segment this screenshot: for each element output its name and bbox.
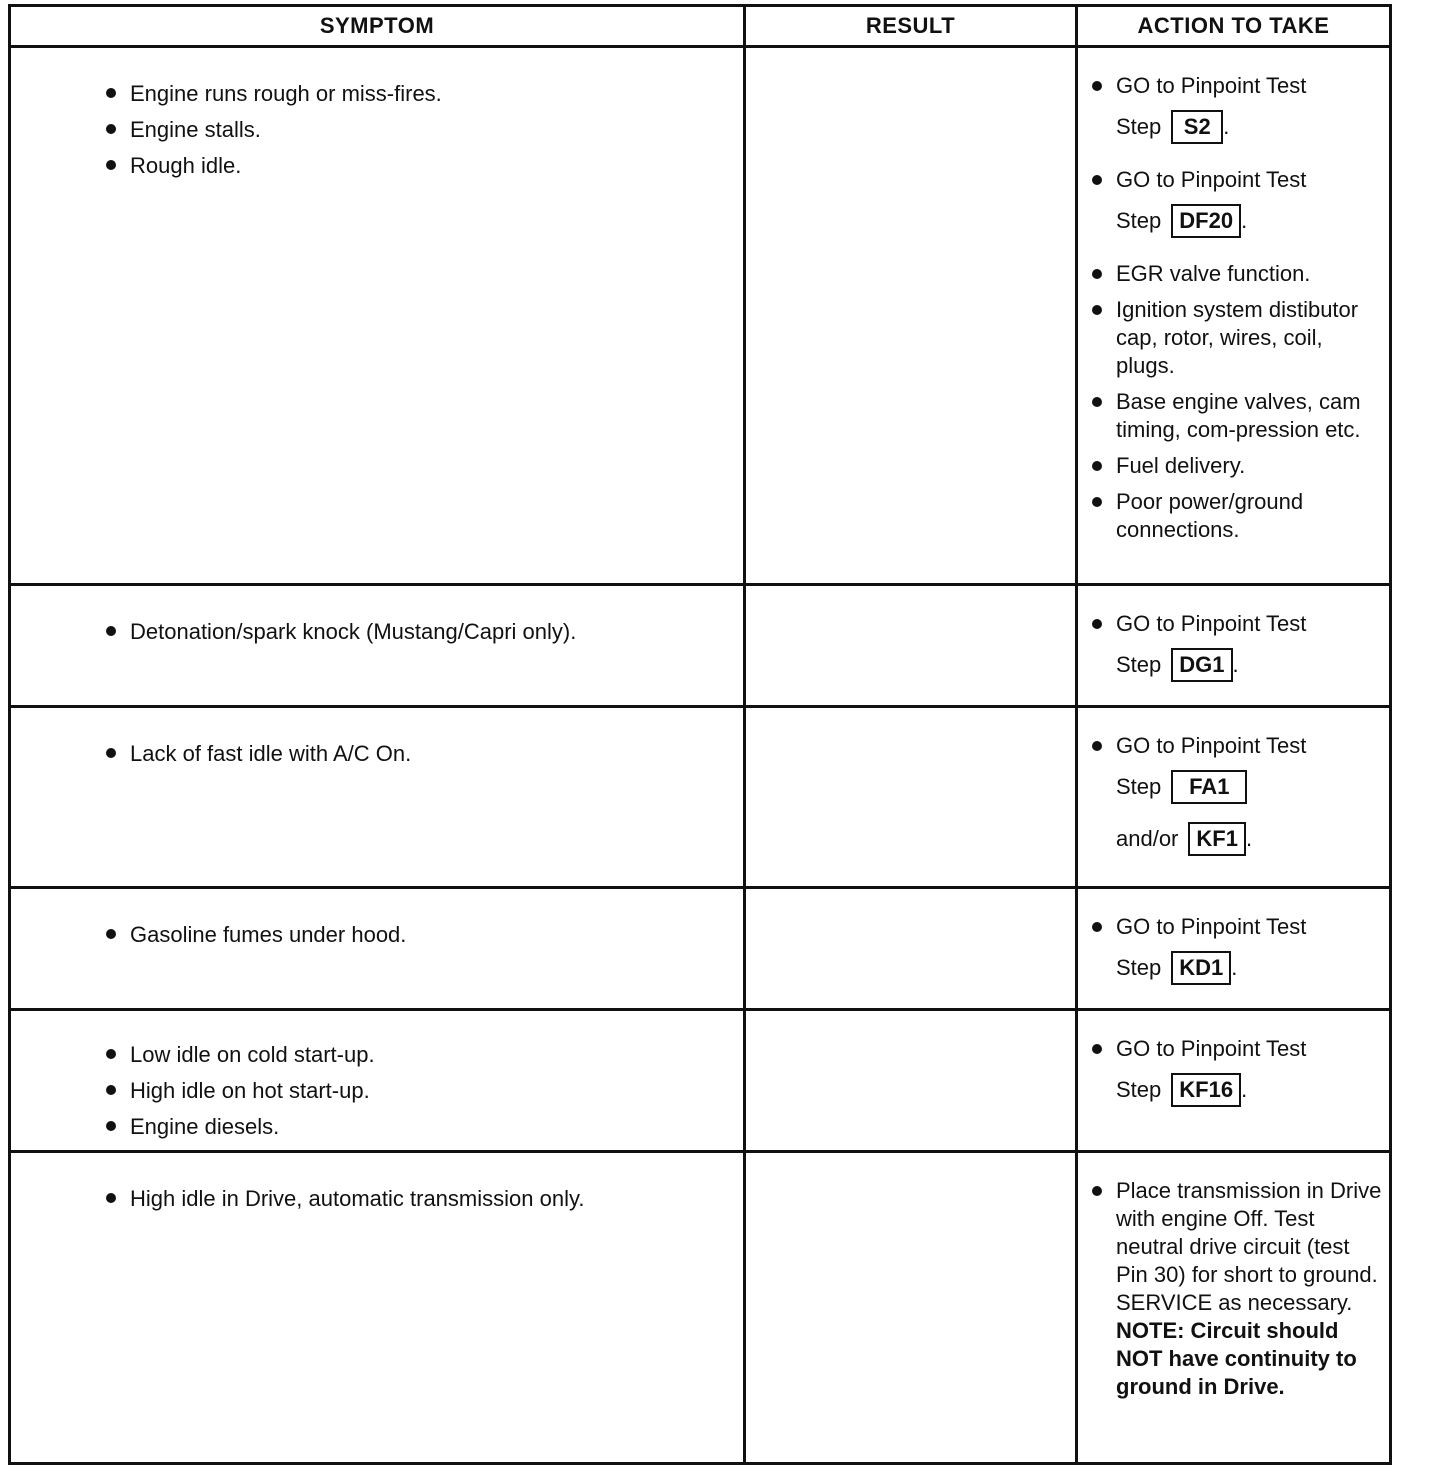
action-cell xyxy=(1078,889,1389,1008)
action-item: Place transmission in Drive with engine Off. Test neutral drive circuit (test Pin 30) for short to ground. SERVICE as necessary. NOTE: Circuit should NOT have continuity to ground in Drive. xyxy=(1092,1177,1383,1401)
table-header xyxy=(11,7,1389,45)
header-symptom: SYMPTOM xyxy=(11,7,746,45)
table-row xyxy=(11,45,1389,583)
step-box: DF20 xyxy=(1171,204,1241,238)
bullet-icon xyxy=(1092,397,1102,407)
symptom-cell xyxy=(11,586,746,705)
table-row xyxy=(11,886,1389,1008)
action-item: EGR valve function. xyxy=(1092,260,1383,288)
step-box: DG1 xyxy=(1171,648,1232,682)
bullet-icon xyxy=(1092,269,1102,279)
symptom-cell xyxy=(11,1153,746,1462)
bullet-icon xyxy=(106,124,116,134)
step-box: KF1 xyxy=(1188,822,1246,856)
bullet-icon xyxy=(106,88,116,98)
step-box: S2 xyxy=(1171,110,1223,144)
step-box: FA1 xyxy=(1171,770,1247,804)
header-action: ACTION TO TAKE xyxy=(1137,13,1330,38)
diagnosis-table xyxy=(8,4,1392,1465)
bullet-icon xyxy=(1092,922,1102,932)
table-row xyxy=(11,705,1389,886)
step-box: KF16 xyxy=(1171,1073,1241,1107)
result-cell xyxy=(746,1153,1078,1462)
symptom-item: Lack of fast idle with A/C On. xyxy=(106,736,743,772)
action-cell xyxy=(1078,1011,1389,1150)
bullet-icon xyxy=(106,1121,116,1131)
action-cell xyxy=(1078,586,1389,705)
symptom-item: Engine diesels. xyxy=(106,1109,743,1145)
bullet-icon xyxy=(106,626,116,636)
action-cell xyxy=(1078,1153,1389,1462)
action-item: GO to Pinpoint Test Step DG1 . xyxy=(1092,610,1383,682)
symptom-item: Detonation/spark knock (Mustang/Capri only). xyxy=(106,614,743,650)
result-cell xyxy=(746,889,1078,1008)
bullet-icon xyxy=(106,1085,116,1095)
bullet-icon xyxy=(1092,1044,1102,1054)
action-item: GO to Pinpoint Test Step KD1 . xyxy=(1092,913,1383,985)
bullet-icon xyxy=(1092,1186,1102,1196)
bullet-icon xyxy=(1092,305,1102,315)
bullet-icon xyxy=(1092,175,1102,185)
symptom-item: Gasoline fumes under hood. xyxy=(106,917,743,953)
action-item: GO to Pinpoint Test Step KF16 . xyxy=(1092,1035,1383,1107)
result-cell xyxy=(746,586,1078,705)
action-item: GO to Pinpoint Test Step DF20 . xyxy=(1092,166,1383,238)
symptom-cell xyxy=(11,48,746,583)
bullet-icon xyxy=(106,929,116,939)
action-item: Fuel delivery. xyxy=(1092,452,1383,480)
action-cell xyxy=(1078,48,1389,583)
bullet-icon xyxy=(1092,497,1102,507)
symptom-cell xyxy=(11,889,746,1008)
result-cell xyxy=(746,708,1078,886)
action-item: Ignition system distibutor cap, rotor, wires, coil, plugs. xyxy=(1092,296,1383,380)
symptom-item: High idle in Drive, automatic transmission only. xyxy=(106,1181,743,1217)
table-row xyxy=(11,583,1389,705)
bullet-icon xyxy=(106,1049,116,1059)
step-box: KD1 xyxy=(1171,951,1231,985)
bullet-icon xyxy=(106,160,116,170)
action-item: Base engine valves, cam timing, com-pression etc. xyxy=(1092,388,1383,444)
symptom-item: Low idle on cold start-up. xyxy=(106,1037,743,1073)
symptom-item: High idle on hot start-up. xyxy=(106,1073,743,1109)
bullet-icon xyxy=(1092,741,1102,751)
action-item: GO to Pinpoint Test Step FA1 and/or KF1 . xyxy=(1092,732,1383,856)
action-item: Poor power/ground connections. xyxy=(1092,488,1383,544)
bullet-icon xyxy=(1092,461,1102,471)
bullet-icon xyxy=(106,748,116,758)
result-cell xyxy=(746,48,1078,583)
symptom-item: Engine stalls. xyxy=(106,112,743,148)
bullet-icon xyxy=(106,1193,116,1203)
symptom-item: Engine runs rough or miss-fires. xyxy=(106,76,743,112)
bullet-icon xyxy=(1092,81,1102,91)
symptom-item: Rough idle. xyxy=(106,148,743,184)
header-result: RESULT xyxy=(746,7,1078,45)
result-cell xyxy=(746,1011,1078,1150)
action-cell xyxy=(1078,708,1389,886)
table-row xyxy=(11,1150,1389,1462)
table-row xyxy=(11,1008,1389,1150)
action-item: GO to Pinpoint Test Step S2 . xyxy=(1092,72,1383,144)
symptom-cell xyxy=(11,708,746,886)
symptom-cell xyxy=(11,1011,746,1150)
bullet-icon xyxy=(1092,619,1102,629)
